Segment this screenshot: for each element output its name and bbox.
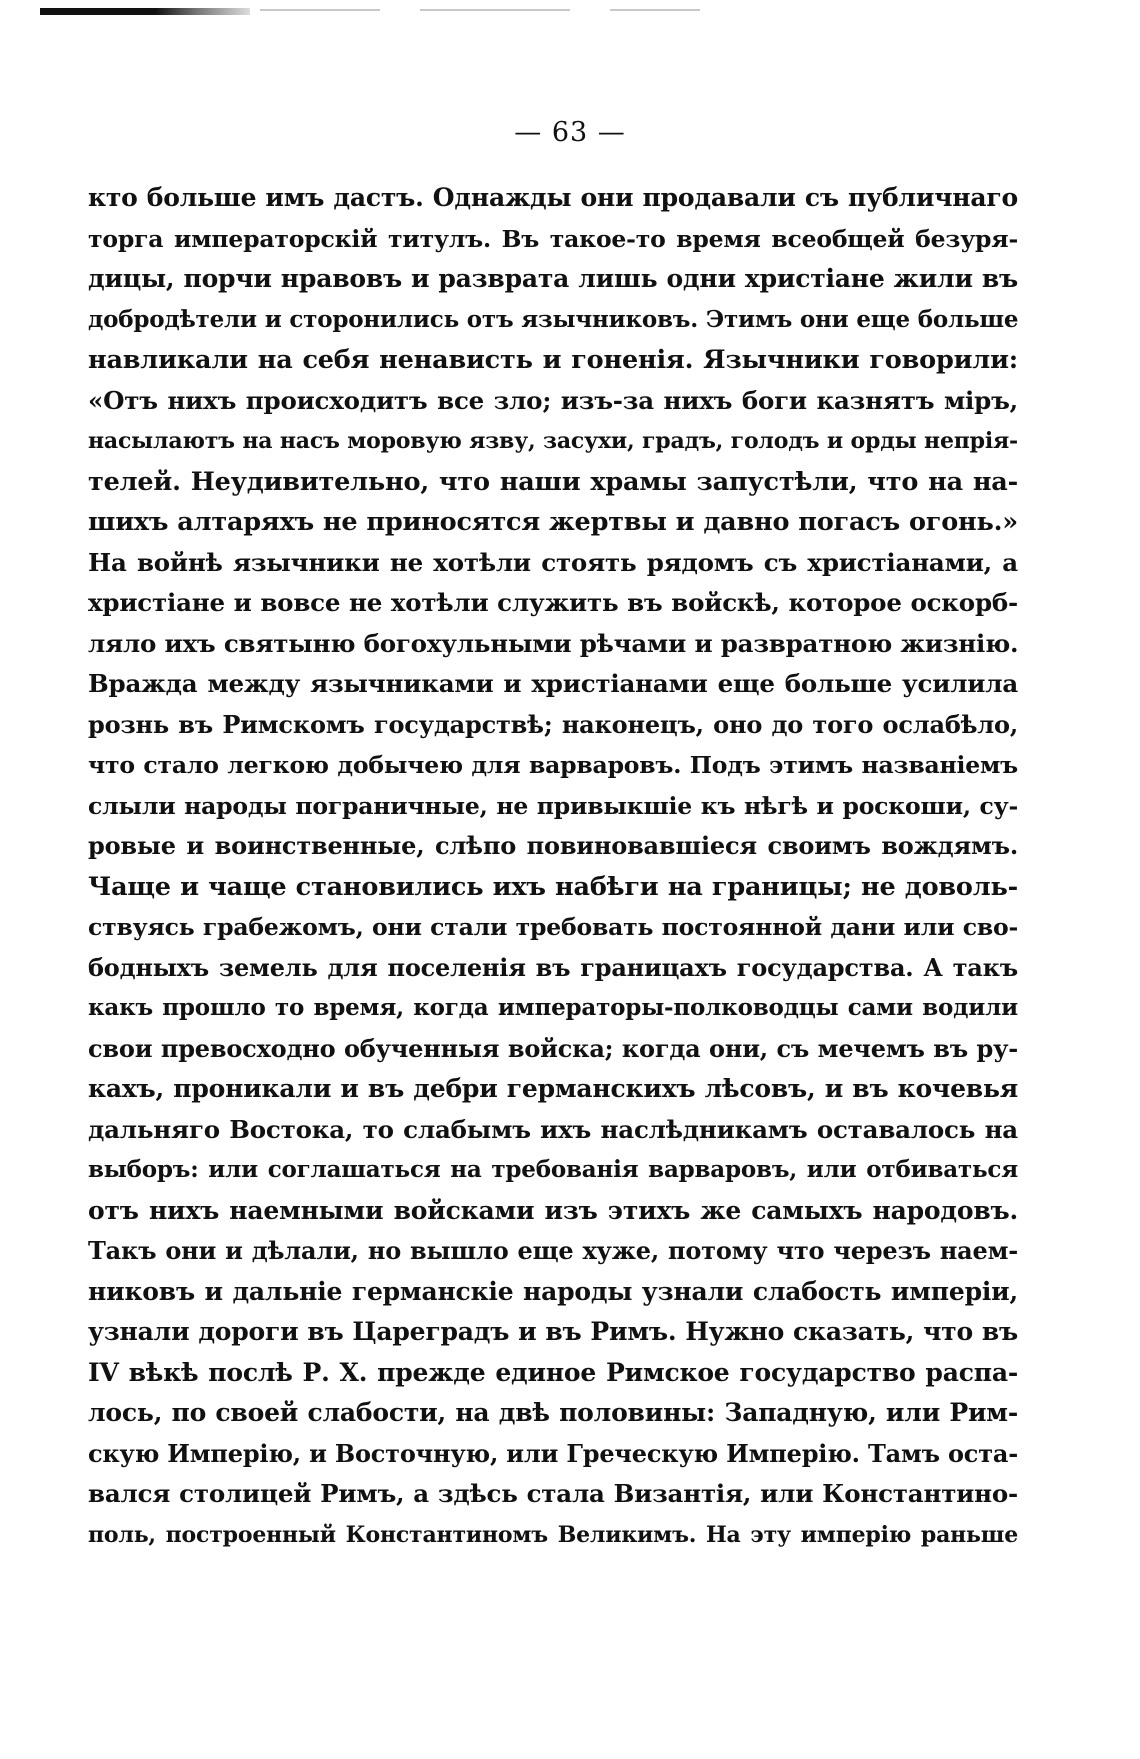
scan-edge-rule: [420, 9, 570, 11]
text-line: ляло ихъ святыню богохульными рѣчами и развратною жизнію.: [88, 628, 1019, 658]
text-line: торга императорскій титулъ. Въ такое-то время всеобщей безуря-: [88, 224, 1018, 253]
text-line: рознь въ Римскомъ государствѣ; наконецъ, оно до того ослабѣло,: [88, 709, 1018, 739]
text-line: слыли народы пограничные, не привыкшіе къ нѣгѣ и роскоши, су-: [88, 791, 1018, 820]
text-line: Такъ они и дѣлали, но вышло еще хуже, потому что черезъ наем-: [88, 1236, 1018, 1265]
page-number: — 63 —: [514, 117, 626, 148]
text-line: дицы, порчи нравовъ и разврата лишь одни христіане жили въ: [88, 264, 1018, 293]
text-line: навликали на себя ненависть и гоненія. Язычники говорили:: [88, 345, 1018, 375]
text-line: телей. Неудивительно, что наши храмы запустѣли, что на на-: [88, 466, 1018, 497]
text-line: насылаютъ на насъ моровую язву, засухи, градъ, голодъ и орды непрія-: [88, 428, 1018, 454]
text-line: узнали дороги въ Цареградъ и въ Римъ. Нужно сказать, что въ: [88, 1317, 1018, 1346]
text-line: дальняго Востока, то слабымъ ихъ наслѣдникамъ оставалось на: [88, 1114, 1018, 1144]
text-line: что стало легкою добычею для варваровъ. Подъ этимъ названіемъ: [88, 751, 1018, 779]
text-line: христіане и вовсе не хотѣли служить въ войскѣ, которое оскорб-: [88, 588, 1018, 617]
scan-edge-rule: [610, 9, 700, 11]
text-line: Чаще и чаще становились ихъ набѣги на границы; не доволь-: [88, 871, 1018, 902]
text-line: никовъ и дальніе германскіе народы узнали слабость имперіи,: [88, 1276, 1018, 1306]
scan-edge-mark: [40, 8, 250, 15]
scan-edge-rule: [260, 9, 380, 11]
text-line: На войнѣ язычники не хотѣли стоять рядомъ съ христіанами, а: [88, 547, 1018, 577]
text-line: кахъ, проникали и въ дебри германскихъ лѣсовъ, и въ кочевья: [88, 1074, 1018, 1103]
body-text: [88, 178, 1018, 1555]
text-line: шихъ алтаряхъ не приносятся жертвы и давно погасъ огонь.»: [88, 507, 1018, 537]
text-line: кто больше имъ дастъ. Однажды они продавали съ публичнаго: [88, 183, 1018, 212]
text-line: отъ нихъ наемными войсками изъ этихъ же самыхъ народовъ.: [88, 1195, 1018, 1225]
text-line: ствуясь грабежомъ, они стали требовать постоянной дани или сво-: [88, 913, 1018, 941]
text-line: выборъ: или соглашаться на требованія варваровъ, или отбиваться: [88, 1156, 1018, 1183]
text-line: бодныхъ земель для поселенія въ границахъ государства. А такъ: [88, 952, 1018, 982]
text-line: какъ прошло то время, когда императоры-полководцы сами водили: [88, 994, 1018, 1021]
text-line: поль, построенный Константиномъ Великимъ. На эту имперію раньше: [88, 1521, 1018, 1548]
text-line: вался столицей Римъ, а здѣсь стала Византія, или Константино-: [88, 1479, 1018, 1508]
text-line: свои превосходно обученныя войска; когда они, съ мечемъ въ ру-: [88, 1033, 1018, 1063]
text-line: Вражда между язычниками и христіанами еще больше усилила: [88, 669, 1018, 698]
text-line: «Отъ нихъ происходитъ все зло; изъ-за нихъ боги казнятъ міръ,: [88, 385, 1018, 415]
text-line: лось, по своей слабости, на двѣ половины: Западную, или Рим-: [88, 1398, 1018, 1427]
text-line: IV вѣкѣ послѣ Р. Х. прежде единое Римское государство распа-: [88, 1357, 1018, 1387]
text-line: ровые и воинственные, слѣпо повиновавшіеся своимъ вождямъ.: [88, 831, 1018, 860]
text-line: скую Имперію, и Восточную, или Греческую Имперію. Тамъ оста-: [88, 1438, 1018, 1468]
text-line: добродѣтели и сторонились отъ язычниковъ. Этимъ они еще больше: [88, 305, 1019, 333]
